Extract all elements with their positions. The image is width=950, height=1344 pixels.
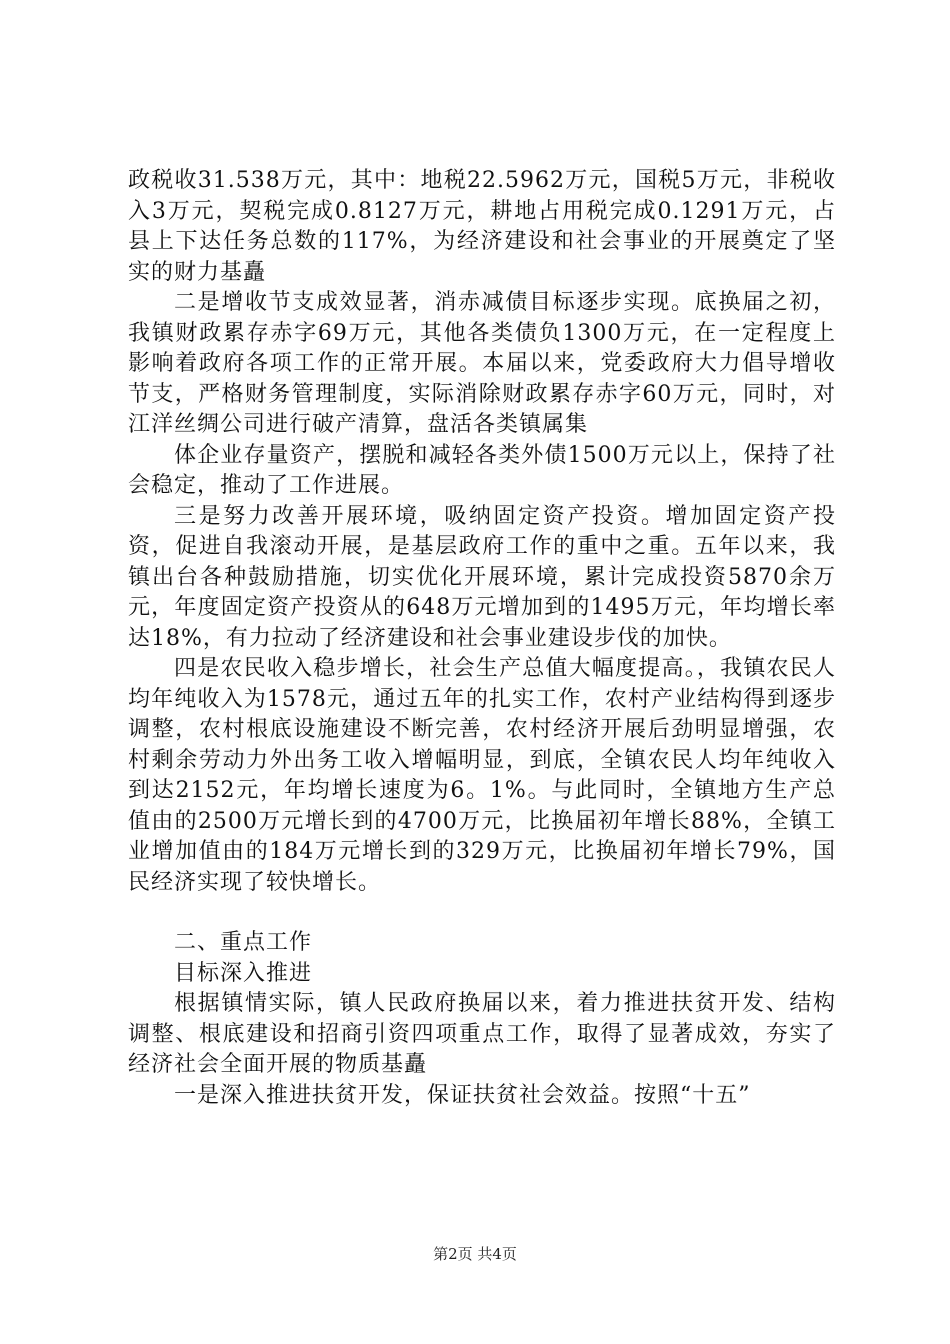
- paragraph-key-work-overview: 根据镇情实际，镇人民政府换届以来，着力推进扶贫开发、结构调整、根底建设和招商引资四项重点工作，取得了显著成效，夯实了经济社会全面开展的物质基矗: [128, 991, 836, 1077]
- paragraph-fiscal-revenue: 政税收31.538万元，其中：地税22.5962万元，国税5万元，非税收入3万元，契税完成0.8127万元，耕地占用税完成0.1291万元，占县上下达任务总数的117%，为经济建设和社会事业的开展奠定了坚实的财力基矗: [128, 168, 836, 285]
- document-body: [128, 166, 836, 1111]
- page-number-footer: 第2页 共4页: [433, 1245, 517, 1263]
- paragraph-enterprise-assets: 体企业存量资产，摆脱和减轻各类外债1500万元以上，保持了社会稳定，推动了工作进展。: [128, 442, 836, 498]
- section-heading: 二、重点工作: [174, 930, 313, 955]
- paragraph-farmer-income: 四是农民收入稳步增长，社会生产总值大幅度提高。，我镇农民人均年纯收入为1578元，通过五年的扎实工作，农村产业结构得到逐步调整，农村根底设施建设不断完善，农村经济开展后劲明显增强，农村剩余劳动力外出务工收入增幅明显，到底，全镇农民人均年纯收入到达2152元，年均增长速度为6。1%。与此同时，全镇地方生产总值由的2500万元增长到的4700万元，比换届初年增长88%，全镇工业增加值由的184万元增长到的329万元，比换届初年增长79%，国民经济实现了较快增长。: [128, 656, 836, 895]
- paragraph-spacer: [128, 898, 836, 928]
- paragraph-fixed-asset-investment: 三是努力改善开展环境，吸纳固定资产投资。增加固定资产投资，促进自我滚动开展，是基层政府工作的重中之重。五年以来，我镇出台各种鼓励措施，切实优化开展环境，累计完成投资5870余万元，年度固定资产投资从的648万元增加到的1495万元，年均增长率达18%，有力拉动了经济建设和社会事业建设步伐的加快。: [128, 503, 836, 651]
- sub-heading: 目标深入推进: [174, 960, 313, 986]
- paragraph-debt-reduction: 二是增收节支成效显著，消赤减债目标逐步实现。底换届之初，我镇财政累存赤字69万元，其他各类债负1300万元，在一定程度上影响着政府各项工作的正常开展。本届以来，党委政府大力倡导增收节支，严格财务管理制度，实际消除财政累存赤字60万元，同时，对江洋丝绸公司进行破产清算，盘活各类镇属集: [128, 290, 837, 437]
- paragraph-poverty-alleviation: 一是深入推进扶贫开发，保证扶贫社会效益。按照“十五”: [174, 1082, 751, 1108]
